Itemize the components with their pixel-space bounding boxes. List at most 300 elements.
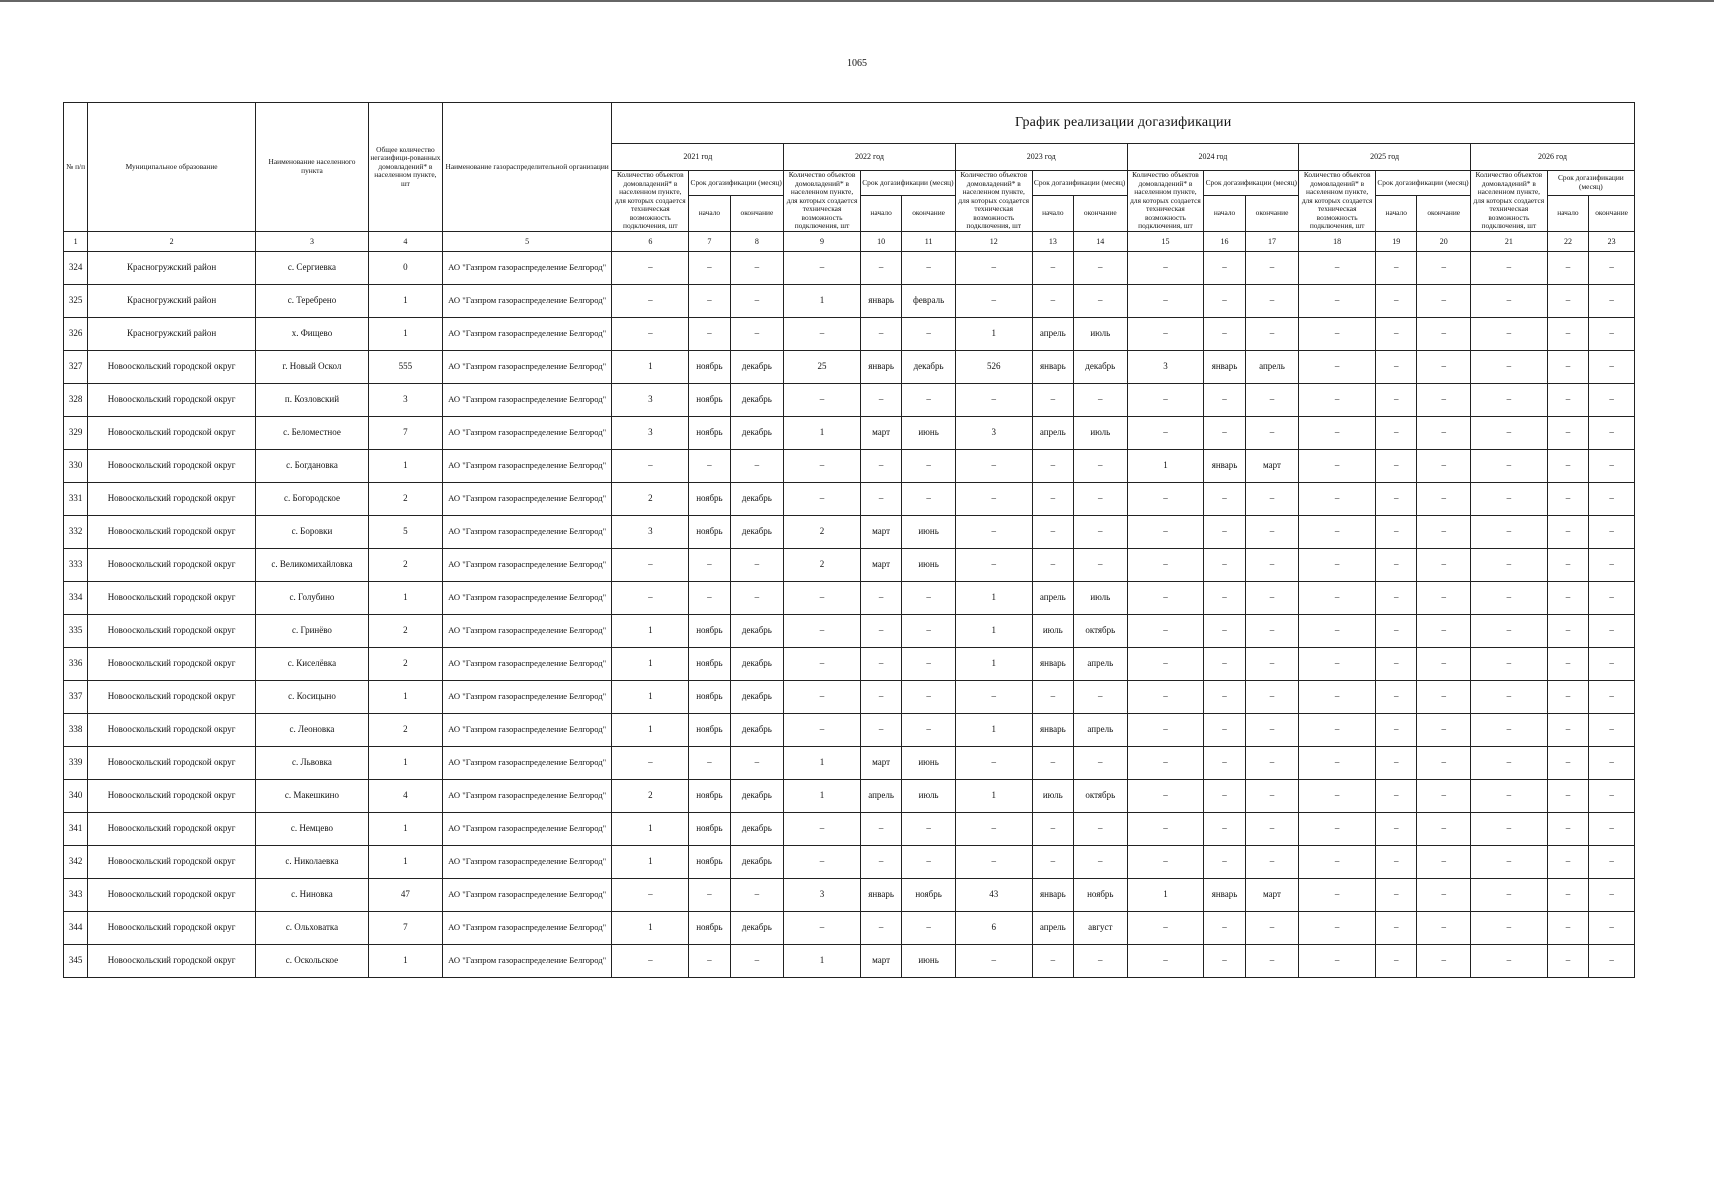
table-cell: АО "Газпром газораспределение Белгород" — [442, 251, 612, 284]
header-num: № п/п — [64, 103, 88, 232]
table-cell: Новооскольский городской округ — [88, 647, 256, 680]
table-cell: – — [1032, 944, 1073, 977]
table-cell: 328 — [64, 383, 88, 416]
table-cell: – — [955, 482, 1032, 515]
table-cell: – — [1127, 812, 1204, 845]
table-cell: – — [902, 581, 956, 614]
table-cell: – — [1376, 746, 1417, 779]
table-cell: – — [784, 482, 861, 515]
table-cell: – — [1032, 548, 1073, 581]
table-cell: 1 — [1127, 878, 1204, 911]
table-cell: – — [1299, 911, 1376, 944]
table-cell: 339 — [64, 746, 88, 779]
table-cell: 342 — [64, 845, 88, 878]
table-cell: – — [1032, 449, 1073, 482]
table-cell: – — [1204, 944, 1245, 977]
table-cell: – — [1589, 515, 1635, 548]
table-cell: – — [1547, 350, 1588, 383]
table-cell: – — [1245, 383, 1299, 416]
table-cell: – — [1204, 845, 1245, 878]
table-cell: январь — [1032, 713, 1073, 746]
header-count: Количество объектов домовладений* в населенном пункте, для которых создается техническая возможность подключения, шт — [784, 171, 861, 232]
column-number: 5 — [442, 231, 612, 251]
table-cell: – — [1417, 482, 1471, 515]
table-cell: – — [784, 581, 861, 614]
table-cell: – — [1299, 515, 1376, 548]
table-cell: 1 — [369, 449, 443, 482]
table-cell: – — [1376, 383, 1417, 416]
table-cell: – — [955, 515, 1032, 548]
table-cell: – — [1204, 647, 1245, 680]
table-cell: 2 — [369, 647, 443, 680]
table-cell: 345 — [64, 944, 88, 977]
table-cell: – — [1204, 713, 1245, 746]
table-cell: март — [860, 548, 901, 581]
table-cell: – — [612, 449, 689, 482]
table-cell: – — [1376, 515, 1417, 548]
table-cell: – — [1204, 911, 1245, 944]
header-start: начало — [689, 195, 730, 231]
table-cell: 1 — [784, 284, 861, 317]
table-cell: – — [1245, 284, 1299, 317]
column-number: 22 — [1547, 231, 1588, 251]
year-header: 2023 год — [955, 144, 1127, 171]
table-cell: – — [1032, 251, 1073, 284]
table-cell: ноябрь — [689, 515, 730, 548]
table-cell: – — [1032, 845, 1073, 878]
table-cell: – — [902, 680, 956, 713]
header-end: окончание — [1074, 195, 1128, 231]
column-number: 13 — [1032, 231, 1073, 251]
table-cell: – — [1417, 317, 1471, 350]
table-cell: – — [1245, 614, 1299, 647]
table-cell: 327 — [64, 350, 88, 383]
table-cell: Новооскольский городской округ — [88, 515, 256, 548]
table-cell: – — [860, 812, 901, 845]
table-cell: – — [1589, 878, 1635, 911]
table-cell: – — [1074, 845, 1128, 878]
table-cell: – — [1417, 251, 1471, 284]
table-cell: 1 — [369, 845, 443, 878]
table-cell: 1 — [369, 812, 443, 845]
table-cell: АО "Газпром газораспределение Белгород" — [442, 614, 612, 647]
table-cell: – — [1589, 350, 1635, 383]
table-cell: ноябрь — [689, 482, 730, 515]
table-cell: 329 — [64, 416, 88, 449]
table-cell: – — [1299, 713, 1376, 746]
table-cell: июль — [1074, 581, 1128, 614]
table-cell: июль — [1074, 317, 1128, 350]
table-cell: с. Теребрено — [255, 284, 368, 317]
table-cell: АО "Газпром газораспределение Белгород" — [442, 548, 612, 581]
header-end: окончание — [1245, 195, 1299, 231]
header-count: Количество объектов домовладений* в населенном пункте, для которых создается техническая возможность подключения, шт — [955, 171, 1032, 232]
table-cell: – — [1470, 680, 1547, 713]
table-cell: 2 — [369, 713, 443, 746]
table-cell: – — [1547, 317, 1588, 350]
table-cell: – — [1589, 581, 1635, 614]
table-cell: июнь — [902, 515, 956, 548]
table-row — [64, 383, 1635, 416]
table-cell: – — [1032, 482, 1073, 515]
table-cell: с. Беломестное — [255, 416, 368, 449]
table-cell: Красногружский район — [88, 317, 256, 350]
table-cell: – — [784, 680, 861, 713]
table-cell: – — [1127, 482, 1204, 515]
table-row — [64, 581, 1635, 614]
table-cell: – — [1589, 647, 1635, 680]
table-cell: ноябрь — [689, 614, 730, 647]
table-cell: – — [1299, 416, 1376, 449]
table-cell: Новооскольский городской округ — [88, 878, 256, 911]
table-row — [64, 515, 1635, 548]
table-cell: 7 — [369, 416, 443, 449]
table-cell: декабрь — [730, 515, 784, 548]
table-cell: – — [1417, 845, 1471, 878]
table-cell: Новооскольский городской округ — [88, 449, 256, 482]
table-cell: – — [1127, 746, 1204, 779]
table-row — [64, 614, 1635, 647]
table-cell: – — [1376, 251, 1417, 284]
table-cell: – — [1470, 251, 1547, 284]
table-cell: – — [1299, 548, 1376, 581]
table-cell: – — [1127, 416, 1204, 449]
table-cell: – — [1470, 713, 1547, 746]
table-cell: – — [860, 614, 901, 647]
table-cell: – — [1204, 383, 1245, 416]
table-cell: – — [1547, 251, 1588, 284]
header-start: начало — [1547, 195, 1588, 231]
table-cell: – — [1299, 449, 1376, 482]
table-cell: – — [1417, 647, 1471, 680]
table-cell: декабрь — [730, 713, 784, 746]
table-cell: декабрь — [730, 812, 784, 845]
table-cell: – — [1204, 515, 1245, 548]
table-cell: ноябрь — [689, 350, 730, 383]
column-number: 18 — [1299, 231, 1376, 251]
table-cell: – — [689, 548, 730, 581]
year-header: 2026 год — [1470, 144, 1634, 171]
table-cell: – — [1127, 383, 1204, 416]
table-cell: – — [1299, 878, 1376, 911]
table-cell: – — [1032, 680, 1073, 713]
table-cell: – — [1245, 515, 1299, 548]
table-cell: – — [1127, 680, 1204, 713]
table-cell: – — [1204, 680, 1245, 713]
table-cell: АО "Газпром газораспределение Белгород" — [442, 680, 612, 713]
table-cell: 330 — [64, 449, 88, 482]
table-cell: – — [860, 383, 901, 416]
table-cell: июль — [902, 779, 956, 812]
table-cell: – — [1470, 746, 1547, 779]
table-cell: Новооскольский городской округ — [88, 911, 256, 944]
table-cell: – — [1589, 251, 1635, 284]
table-cell: – — [1547, 845, 1588, 878]
table-cell: – — [1589, 284, 1635, 317]
table-cell: – — [902, 713, 956, 746]
table-cell: – — [689, 317, 730, 350]
table-cell: – — [1245, 647, 1299, 680]
table-cell: с. Сергиевка — [255, 251, 368, 284]
table-cell: Новооскольский городской округ — [88, 350, 256, 383]
column-number: 9 — [784, 231, 861, 251]
column-number: 19 — [1376, 231, 1417, 251]
table-cell: с. Ниновка — [255, 878, 368, 911]
table-cell: – — [860, 581, 901, 614]
table-cell: – — [1589, 317, 1635, 350]
table-cell: – — [1204, 251, 1245, 284]
table-cell: х. Фищево — [255, 317, 368, 350]
header-term: Срок догазификации (месяц) — [689, 171, 784, 196]
year-header: 2024 год — [1127, 144, 1299, 171]
table-cell: – — [1032, 812, 1073, 845]
table-cell: – — [1127, 614, 1204, 647]
table-cell: – — [955, 548, 1032, 581]
table-cell: январь — [860, 878, 901, 911]
table-cell: – — [1245, 548, 1299, 581]
table-cell: ноябрь — [689, 845, 730, 878]
table-cell: – — [1299, 614, 1376, 647]
table-cell: – — [902, 614, 956, 647]
table-cell: 1 — [369, 317, 443, 350]
table-cell: 1 — [612, 647, 689, 680]
table-cell: апрель — [1074, 713, 1128, 746]
table-cell: – — [1299, 779, 1376, 812]
header-end: окончание — [730, 195, 784, 231]
table-cell: – — [1417, 713, 1471, 746]
table-cell: – — [1547, 548, 1588, 581]
table-cell: – — [612, 317, 689, 350]
table-cell: – — [955, 383, 1032, 416]
table-cell: ноябрь — [902, 878, 956, 911]
table-cell: апрель — [1074, 647, 1128, 680]
table-cell: – — [1589, 680, 1635, 713]
column-number: 11 — [902, 231, 956, 251]
table-header — [64, 103, 1635, 252]
table-cell: декабрь — [730, 383, 784, 416]
table-cell: 333 — [64, 548, 88, 581]
table-cell: – — [1470, 317, 1547, 350]
table-cell: Новооскольский городской округ — [88, 416, 256, 449]
table-cell: – — [1547, 284, 1588, 317]
table-cell: 3 — [784, 878, 861, 911]
table-cell: – — [1245, 317, 1299, 350]
table-cell: – — [1376, 812, 1417, 845]
table-cell: – — [612, 284, 689, 317]
column-number: 12 — [955, 231, 1032, 251]
table-cell: с. Киселёвка — [255, 647, 368, 680]
table-cell: – — [1470, 614, 1547, 647]
header-start: начало — [1204, 195, 1245, 231]
table-cell: – — [860, 845, 901, 878]
table-cell: с. Голубино — [255, 581, 368, 614]
table-cell: – — [1470, 647, 1547, 680]
table-cell: АО "Газпром газораспределение Белгород" — [442, 416, 612, 449]
table-cell: – — [1074, 548, 1128, 581]
table-cell: – — [1376, 317, 1417, 350]
header-term: Срок догазификации (месяц) — [1204, 171, 1299, 196]
table-cell: – — [1127, 647, 1204, 680]
table-cell: – — [1299, 482, 1376, 515]
table-cell: – — [1376, 713, 1417, 746]
column-number: 1 — [64, 231, 88, 251]
table-cell: 47 — [369, 878, 443, 911]
table-cell: ноябрь — [689, 416, 730, 449]
table-cell: 555 — [369, 350, 443, 383]
column-number: 2 — [88, 231, 256, 251]
table-cell: – — [1127, 284, 1204, 317]
table-row — [64, 911, 1635, 944]
table-cell: – — [612, 878, 689, 911]
table-cell: – — [1589, 416, 1635, 449]
table-cell: – — [1074, 944, 1128, 977]
header-count: Количество объектов домовладений* в населенном пункте, для которых создается техническая возможность подключения, шт — [612, 171, 689, 232]
table-cell: январь — [1204, 449, 1245, 482]
table-cell: – — [902, 845, 956, 878]
table-cell: – — [1417, 515, 1471, 548]
table-cell: – — [689, 878, 730, 911]
table-cell: январь — [1204, 878, 1245, 911]
table-cell: – — [1299, 284, 1376, 317]
table-cell: – — [784, 713, 861, 746]
table-cell: – — [730, 548, 784, 581]
table-cell: – — [1245, 482, 1299, 515]
table-cell: – — [1204, 812, 1245, 845]
table-cell: – — [1376, 911, 1417, 944]
table-cell: – — [1074, 251, 1128, 284]
table-cell: – — [1299, 383, 1376, 416]
table-cell: АО "Газпром газораспределение Белгород" — [442, 845, 612, 878]
header-term: Срок догазификации (месяц) — [1032, 171, 1127, 196]
table-cell: – — [1245, 812, 1299, 845]
gasification-schedule-table — [63, 102, 1635, 978]
page-number: 1065 — [847, 58, 867, 69]
column-number: 10 — [860, 231, 901, 251]
header-municipality: Муниципальное образование — [88, 103, 256, 232]
table-cell: июнь — [902, 944, 956, 977]
table-cell: – — [860, 680, 901, 713]
table-cell: – — [1589, 944, 1635, 977]
table-row — [64, 416, 1635, 449]
table-cell: АО "Газпром газораспределение Белгород" — [442, 944, 612, 977]
table-cell: 1 — [784, 416, 861, 449]
table-cell: 3 — [369, 383, 443, 416]
table-cell: – — [860, 449, 901, 482]
table-cell: – — [1547, 383, 1588, 416]
table-cell: 1 — [612, 614, 689, 647]
table-cell: – — [1299, 746, 1376, 779]
table-cell: 1 — [784, 779, 861, 812]
table-row — [64, 350, 1635, 383]
table-cell: 2 — [612, 482, 689, 515]
table-cell: – — [1589, 383, 1635, 416]
table-cell: – — [1074, 746, 1128, 779]
table-cell: – — [784, 647, 861, 680]
table-cell: – — [1245, 680, 1299, 713]
table-cell: – — [1589, 845, 1635, 878]
table-cell: – — [1299, 251, 1376, 284]
table-cell: январь — [860, 284, 901, 317]
table-cell: – — [1376, 680, 1417, 713]
table-cell: – — [1589, 911, 1635, 944]
table-cell: – — [1127, 779, 1204, 812]
header-end: окончание — [1589, 195, 1635, 231]
header-end: окончание — [1417, 195, 1471, 231]
table-cell: с. Богородское — [255, 482, 368, 515]
scan-edge-line — [0, 0, 1714, 2]
table-cell: 1 — [612, 680, 689, 713]
table-cell: – — [1547, 911, 1588, 944]
table-cell: – — [955, 449, 1032, 482]
table-cell: – — [1589, 449, 1635, 482]
table-cell: – — [1417, 449, 1471, 482]
table-cell: 344 — [64, 911, 88, 944]
table-cell: 332 — [64, 515, 88, 548]
table-cell: март — [1245, 878, 1299, 911]
table-cell: 341 — [64, 812, 88, 845]
table-cell: – — [612, 548, 689, 581]
table-cell: Новооскольский городской округ — [88, 845, 256, 878]
table-cell: 338 — [64, 713, 88, 746]
table-row — [64, 482, 1635, 515]
table-cell: июнь — [902, 548, 956, 581]
table-cell: – — [689, 449, 730, 482]
table-cell: 5 — [369, 515, 443, 548]
table-cell: 343 — [64, 878, 88, 911]
table-cell: – — [1470, 515, 1547, 548]
table-cell: АО "Газпром газораспределение Белгород" — [442, 581, 612, 614]
table-cell: июнь — [902, 746, 956, 779]
table-cell: – — [1470, 911, 1547, 944]
table-cell: – — [730, 944, 784, 977]
column-number: 7 — [689, 231, 730, 251]
column-number: 20 — [1417, 231, 1471, 251]
table-cell: 4 — [369, 779, 443, 812]
table-cell: с. Леоновка — [255, 713, 368, 746]
table-row — [64, 449, 1635, 482]
table-cell: – — [1376, 944, 1417, 977]
table-cell: – — [1299, 350, 1376, 383]
header-count: Количество объектов домовладений* в населенном пункте, для которых создается техническая возможность подключения, шт — [1299, 171, 1376, 232]
column-number: 6 — [612, 231, 689, 251]
table-cell: – — [1547, 680, 1588, 713]
table-cell: – — [1547, 449, 1588, 482]
header-term: Срок догазификации (месяц) — [1547, 171, 1634, 196]
table-cell: – — [784, 383, 861, 416]
table-cell: декабрь — [902, 350, 956, 383]
header-count: Количество объектов домовладений* в населенном пункте, для которых создается техническая возможность подключения, шт — [1127, 171, 1204, 232]
table-cell: – — [689, 251, 730, 284]
table-cell: 1 — [955, 317, 1032, 350]
table-cell: – — [1032, 383, 1073, 416]
table-cell: – — [1547, 713, 1588, 746]
table-cell: – — [1547, 944, 1588, 977]
table-cell: – — [1470, 812, 1547, 845]
table-cell: – — [689, 746, 730, 779]
table-cell: 1 — [612, 713, 689, 746]
table-cell: 2 — [369, 614, 443, 647]
table-cell: ноябрь — [689, 713, 730, 746]
table-cell: – — [1470, 845, 1547, 878]
table-cell: – — [784, 317, 861, 350]
table-row — [64, 878, 1635, 911]
table-cell: 1 — [612, 350, 689, 383]
table-cell: 1 — [369, 284, 443, 317]
table-cell: – — [1376, 284, 1417, 317]
header-total: Общее количество негазифици-рованных домовладений* в населенном пункте, шт — [369, 103, 443, 232]
table-cell: 1 — [369, 680, 443, 713]
table-cell: ноябрь — [689, 383, 730, 416]
